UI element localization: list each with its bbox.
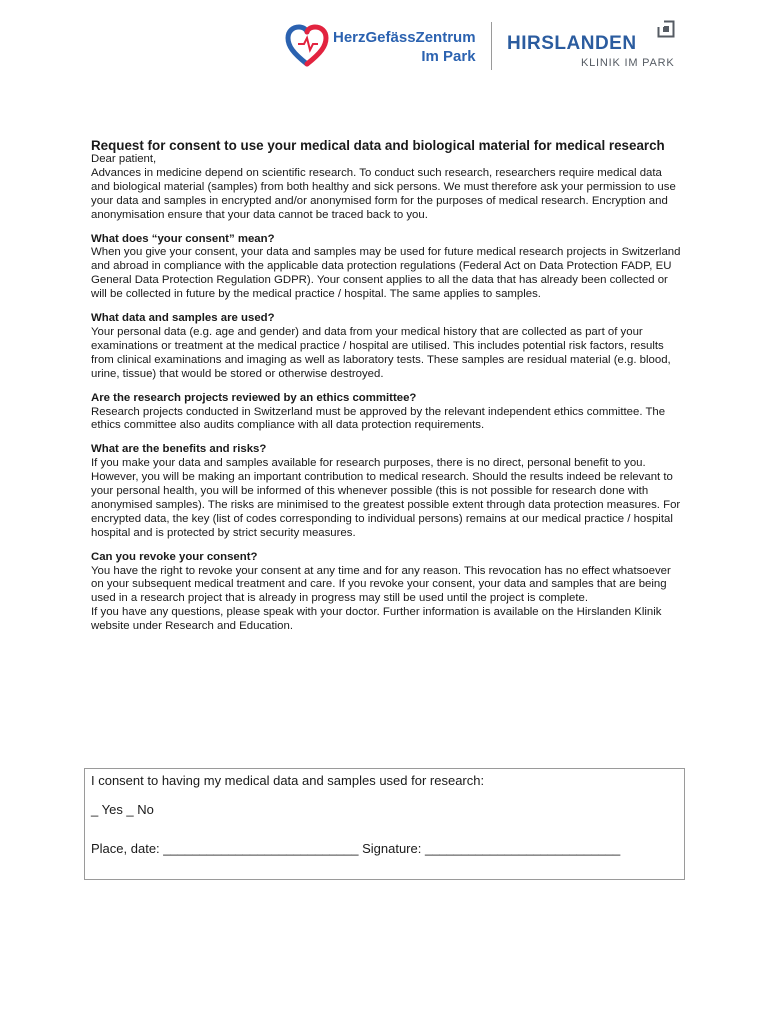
section-heading: What does “your consent” mean?	[91, 232, 275, 245]
hirslanden-logo-name: HIRSLANDEN	[507, 33, 637, 54]
hirslanden-mark-icon	[657, 20, 675, 38]
section-heading: What are the benefits and risks?	[91, 443, 267, 456]
signature-line[interactable]: Place, date: ___________________________ Signature: ___________________________	[91, 841, 621, 856]
intro-paragraph: Advances in medicine depend on scientific research. To conduct such research, researchers require medical data and biological material (samples) from both healthy and sick persons. We must therefore ask your permission to use your data and samples in encrypted and/or anonymised form for the purposes of medical research. Encryption and anonymisation ensure that your data cannot be traced back to you.	[91, 166, 676, 221]
hirslanden-logo-subtitle: KLINIK IM PARK	[581, 57, 675, 69]
section-body: When you give your consent, your data and samples may be used for future medical research projects in Switzerland and abroad in compliance with the applicable data protection regulations (Federal Act on Data Protection FADP, EU General Data Protection Regulation GDPR). Your consent applies to all the data that has already been collected or will be collected in future by the medical practice / hospital. The same applies to samples.	[91, 246, 681, 301]
heart-logo-icon	[285, 24, 329, 68]
section-body: You have the right to revoke your consent at any time and for any reason. This revocation has no effect whatsoever on your subsequent medical treatment and care. If you revoke your consent, your data and samples that are being used in a research project that is already in progress may still be used until the project is complete.	[91, 564, 671, 605]
header-logos	[285, 20, 685, 72]
section-heading: Can you revoke your consent?	[91, 550, 258, 563]
document-title: Request for consent to use your medical data and biological material for medical research	[91, 138, 665, 153]
section-body: If you make your data and samples available for research purposes, there is no direct, personal benefit to you. However, you will be making an important contribution to medical research. Should the results indeed be relevant to your personal health, you will be informed of this whenever possible (this is not possible for research done with anonymised samples). The risks are minimised to the greatest possible extent through data protection measures. For encrypted data, the key (list of codes corresponding to individual persons) remains at our medical practice / hospital hospital and is protected by strict security measures.	[91, 457, 681, 539]
contact-paragraph: If you have any questions, please speak with your doctor. Further information is available on the Hirslanden Klinik website under Research and Education.	[91, 606, 662, 633]
section-heading: Are the research projects reviewed by an ethics committee?	[91, 391, 417, 404]
consent-question: I consent to having my medical data and samples used for research:	[91, 773, 485, 788]
document-body	[91, 138, 681, 634]
salutation: Dear patient,	[91, 153, 157, 165]
consent-form-box	[84, 768, 685, 880]
hgz-logo-line1: HerzGefässZentrum	[333, 29, 476, 46]
hgz-logo-line2: Im Park	[421, 48, 476, 65]
hgz-logo-text	[333, 28, 476, 66]
logo-divider	[491, 22, 492, 70]
consent-options[interactable]: _ Yes _ No	[91, 802, 154, 817]
section-heading: What data and samples are used?	[91, 312, 275, 325]
section-body: Your personal data (e.g. age and gender) and data from your medical history that are collected as part of your examinations or treatment at the medical practice / hospital are utilised. This includes potential risk factors, results from clinical examinations and imaging as well as laboratory tests. These samples are residual material (e.g. blood, urine, tissue) that would be stored or otherwise destroyed.	[91, 325, 671, 380]
section-body: Research projects conducted in Switzerland must be approved by the relevant independent ethics committee. The ethics committee also audits compliance with all data protection requirements.	[91, 405, 666, 432]
